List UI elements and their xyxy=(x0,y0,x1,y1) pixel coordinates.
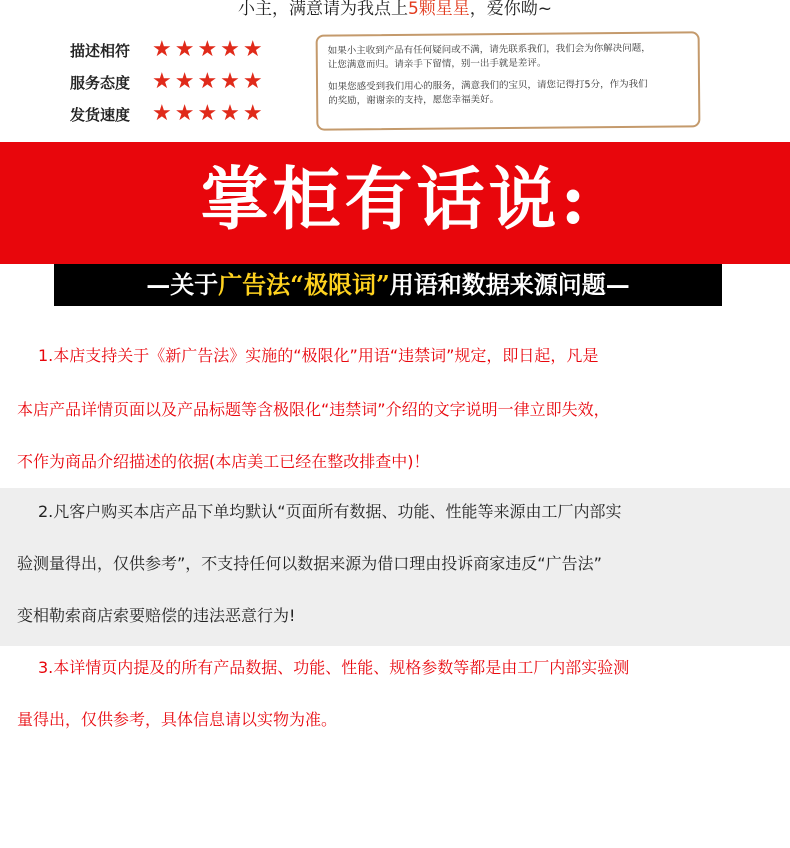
rating-label: 发货速度 xyxy=(70,105,131,124)
subtitle-text: —关于 xyxy=(146,270,219,299)
notice-line: 量得出，仅供参考，具体信息请以实物为准。 xyxy=(17,710,338,729)
rating-row-shipping xyxy=(70,98,266,130)
note-text: 如果小主收到产品有任何疑问或不满，请先联系我们，我们会为你解决问题， xyxy=(327,42,651,57)
rating-row-service xyxy=(70,66,266,98)
note-paragraph-2 xyxy=(328,77,688,108)
notice-section-3 xyxy=(0,646,790,756)
notice-line: 1.本店支持关于《新广告法》实施的“极限化”用语“违禁词”规定，即日起，凡是 xyxy=(38,346,599,365)
notice-line: 2.凡客户购买本店产品下单均默认“页面所有数据、功能、性能等来源由工厂内部实 xyxy=(38,502,622,521)
note-text: 如果您感受到我们用心的服务，满意我们的宝贝，请您记得打5分，作为我们 xyxy=(327,78,648,93)
notice-line: 变相勒索商店索要赔偿的违法恶意行为! xyxy=(17,606,296,625)
subtitle-highlight: 广告法“极限词” xyxy=(218,270,390,299)
note-box xyxy=(316,31,701,130)
subtitle-bar xyxy=(54,264,722,306)
top-line-highlight: 5颗星星 xyxy=(407,0,470,19)
notice-line: 3.本详情页内提及的所有产品数据、功能、性能、规格参数等都是由工厂内部实验测 xyxy=(38,658,630,677)
notice-section-1 xyxy=(0,330,790,478)
star-icons: ★★★★★ xyxy=(152,69,266,94)
rating-row-description xyxy=(70,34,266,66)
top-line-text: 小主，满意请为我点上 xyxy=(237,0,408,19)
star-icons: ★★★★★ xyxy=(152,101,266,126)
subtitle-tail: 用语和数据来源问题— xyxy=(389,270,630,299)
banner-title: 掌柜有话说: xyxy=(200,160,590,240)
top-line-tail: ，爱你呦~ xyxy=(469,0,553,19)
rating-list xyxy=(70,34,266,130)
notice-line: 本店产品详情页面以及产品标题等含极限化“违禁词”介绍的文字说明一律立即失效， xyxy=(17,400,610,419)
rating-label: 服务态度 xyxy=(70,73,131,92)
star-icons: ★★★★★ xyxy=(152,37,266,62)
note-text: 让您满意而归。请亲手下留情，别一出手就是差评。 xyxy=(327,57,547,71)
note-paragraph-1 xyxy=(328,41,688,72)
rating-label: 描述相符 xyxy=(70,41,131,60)
note-text: 的奖励，谢谢亲的支持，愿您幸福美好。 xyxy=(328,94,500,107)
top-line xyxy=(0,0,790,22)
notice-line: 不作为商品介绍描述的依据(本店美工已经在整改排查中)！ xyxy=(17,452,430,471)
notice-line: 验测量得出，仅供参考”，不支持任何以数据来源为借口理由投诉商家违反“广告法” xyxy=(17,554,602,573)
notice-section-2 xyxy=(0,488,790,646)
